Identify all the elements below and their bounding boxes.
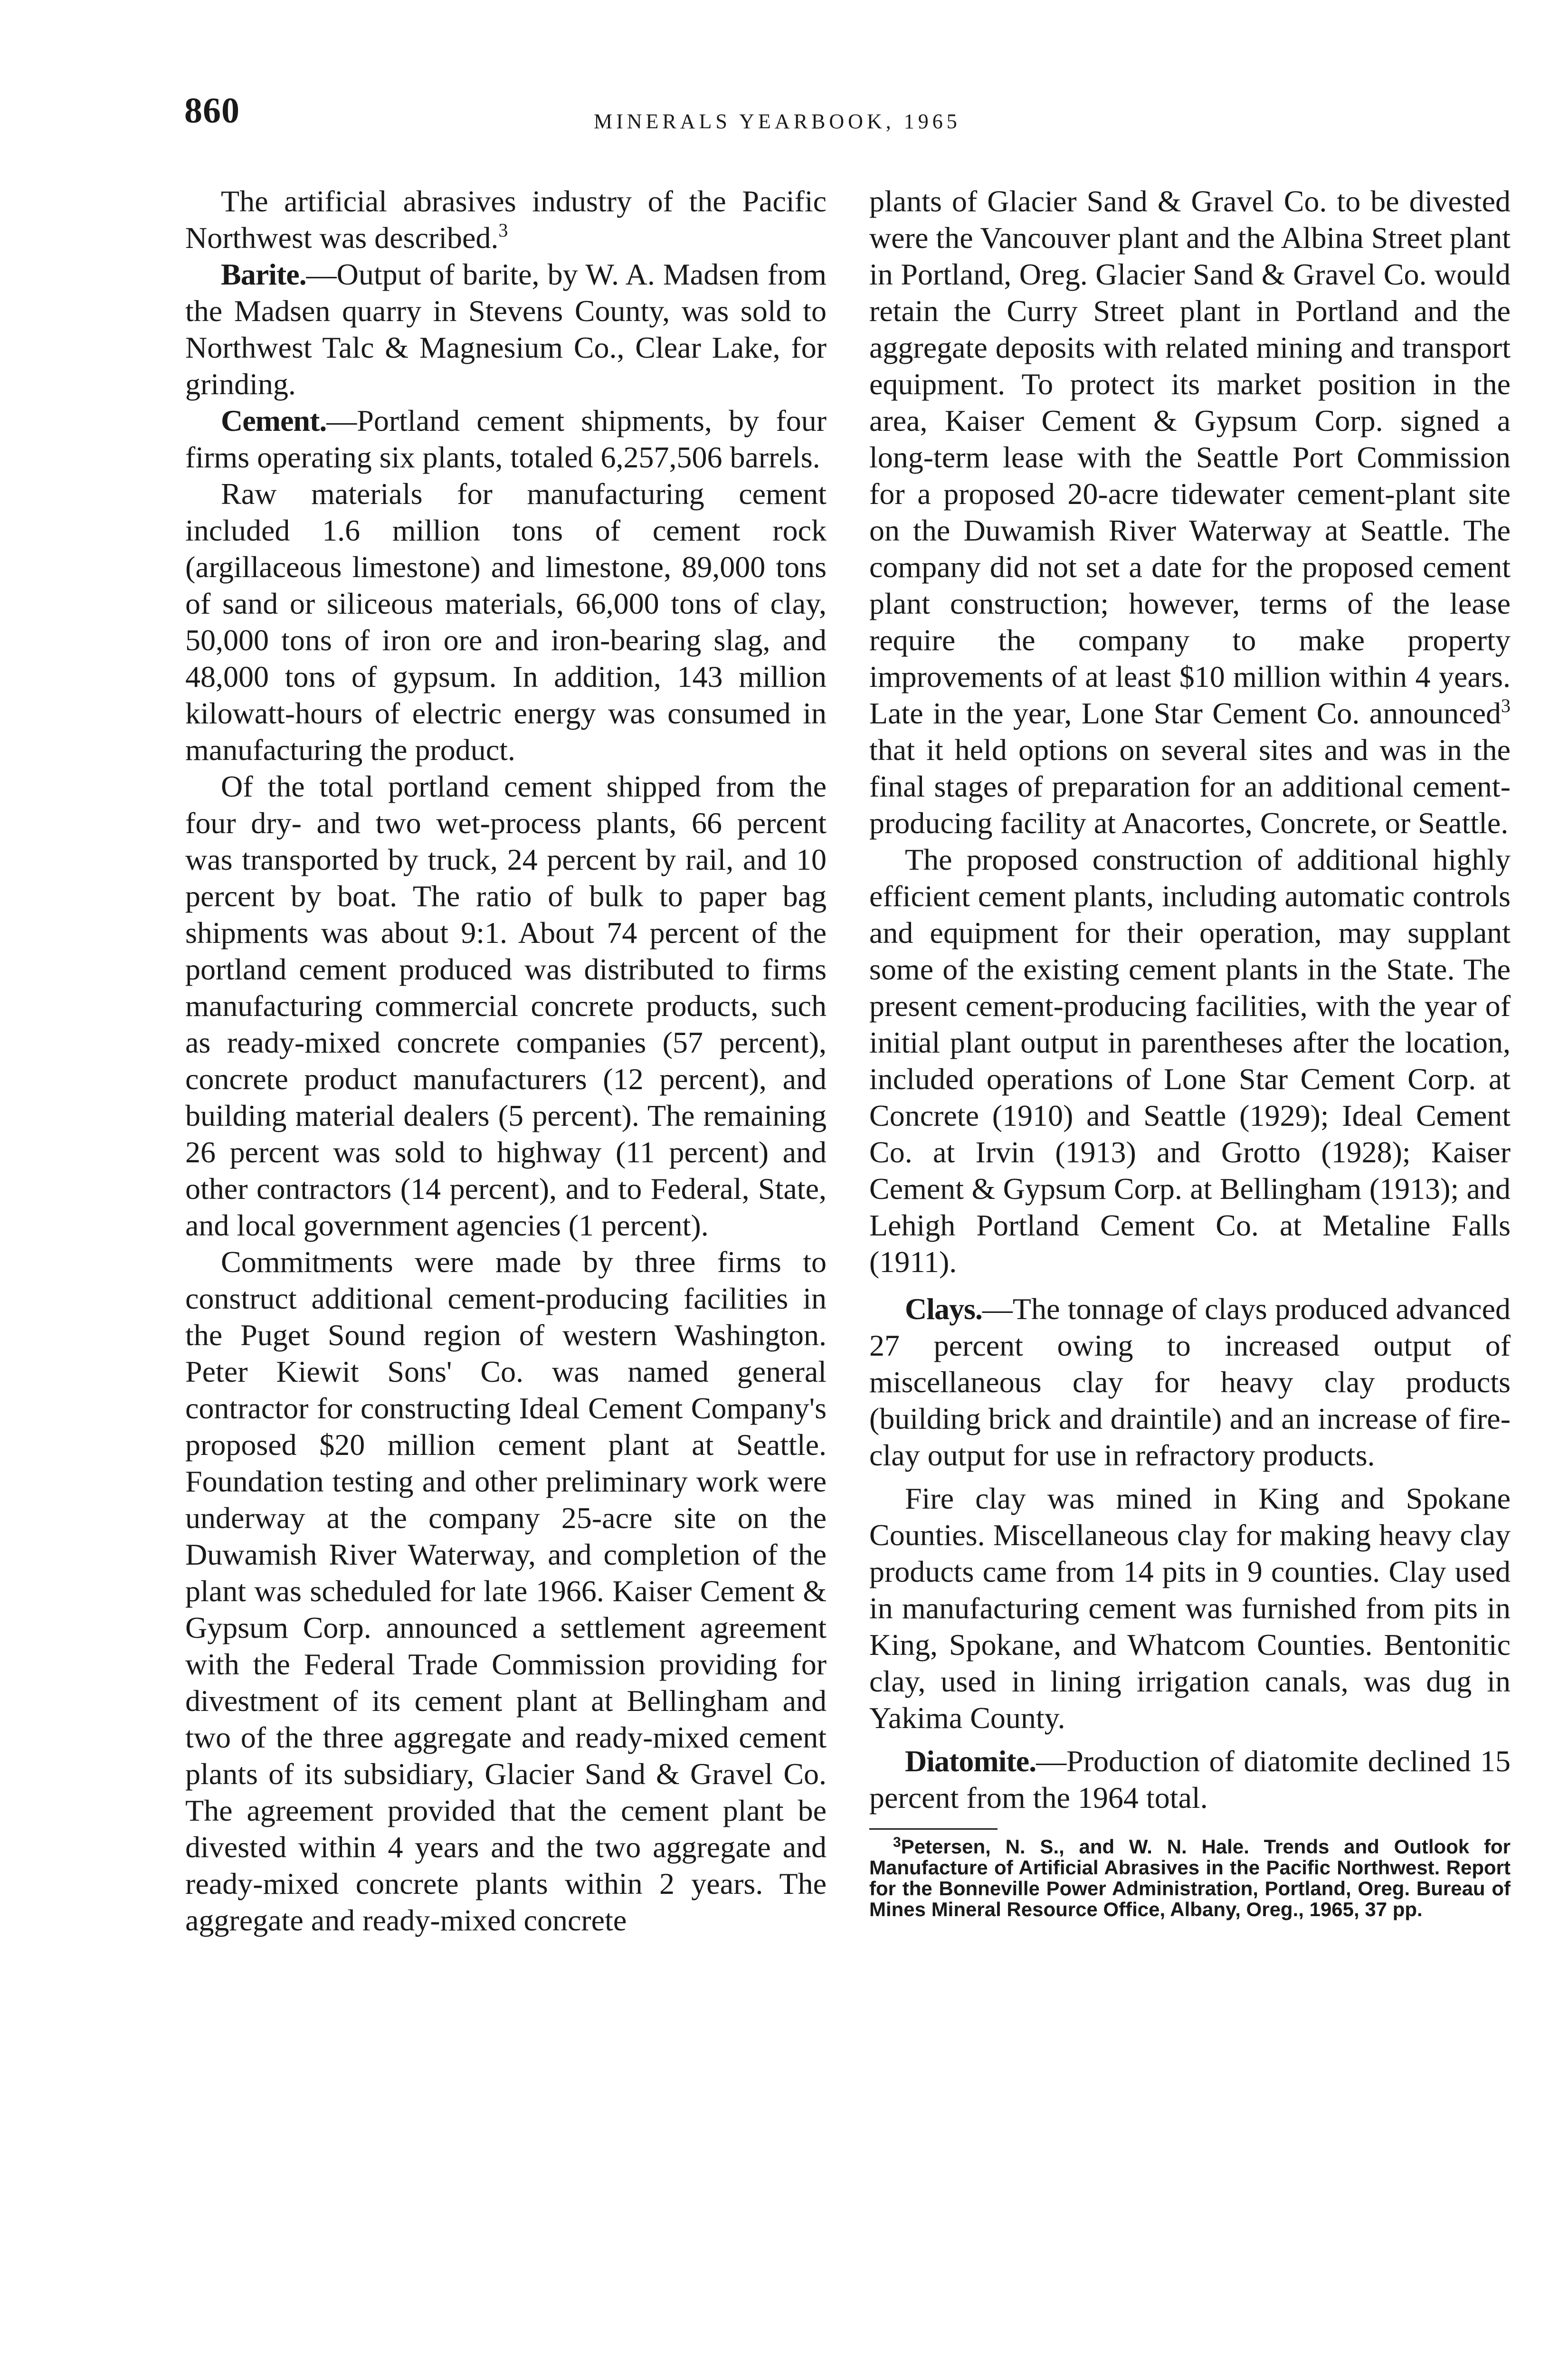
paragraph-text: —Portland cement shipments, by four firms operating six plants, totaled 6,257,506 barrels. [185,404,827,474]
paragraph-clays [869,1291,1511,1473]
paragraph-cement-plants: The proposed construction of additional highly efficient cement plants, including automatic controls and equipment for their operation, may supplant some of the existing cement plants in the State. The present cement-producing facilities, with the year of initial plant output in parentheses after the location, included operations of Lone Star Cement Corp. at Concrete (1910) and Seattle (1929); Ideal Cement Co. at Irvin (1913) and Grotto (1928); Kaiser Cement & Gypsum Corp. at Bellingham (1913); and Lehigh Portland Cement Co. at Metaline Falls (1911). [869,843,1511,1279]
paragraph-fire-clay: Fire clay was mined in King and Spokane Counties. Miscellaneous clay for making heavy clay products came from 14 pits in 9 counties. Clay used in manufacturing cement was furnished from pits in King, Spokane, and Whatcom Counties. Bentonitic clay, used in lining irrigation canals, was dug in Yakima County. [869,1482,1511,1735]
section-head-cement: Cement. [221,404,327,437]
paragraph-text: The artificial abrasives industry of the Pacific Northwest was described. [185,184,827,255]
section-head-clays: Clays. [905,1292,982,1326]
footnote-text: Petersen, N. S., and W. N. Hale. Trends and Outlook for Manufacture of Artificial Abrasives in the Pacific Northwest. Report for the Bonneville Power Administration, Portland, Oreg. Bureau of Mines Mineral Resource Office, Albany, Oreg., 1965, 37 pp. [869,1835,1511,1920]
footnote [869,1836,1511,1920]
footnote-divider [869,1828,998,1830]
right-column [869,183,1511,1920]
paragraph-diatomite [869,1743,1511,1816]
paragraph-raw-materials: Raw materials for manufacturing cement included 1.6 million tons of cement rock (argillaceous limestone) and limestone, 89,000 tons of sand or siliceous materials, 66,000 tons of clay, 50,000 tons of iron ore and iron-bearing slag, and 48,000 tons of gypsum. In addition, 143 million kilowatt-hours of electric energy was consumed in manufacturing the product. [185,477,827,767]
paragraph-abrasives [185,183,827,256]
footnote-ref: 3 [498,219,508,241]
paragraph-continued [869,183,1511,841]
running-head: MINERALS YEARBOOK, 1965 [594,110,961,133]
footnote-marker: 3 [893,1834,901,1850]
paragraph-text: —The tonnage of clays produced advanced 27 percent owing to increased output of miscellaneous clay for heavy clay products (building brick and draintile) and an increase of fire-clay output for use in refractory products. [869,1292,1511,1472]
paragraph-shipments: Of the total portland cement shipped from the four dry- and two wet-process plants, 66 percent was transported by truck, 24 percent by rail, and 10 percent by boat. The ratio of bulk to paper bag shipments was about 9:1. About 74 percent of the portland cement produced was distributed to firms manufacturing commercial concrete products, such as ready-mixed concrete companies (57 percent), concrete product manufacturers (12 percent), and building material dealers (5 percent). The remaining 26 percent was sold to highway (11 percent) and other contractors (14 percent), and to Federal, State, and local government agencies (1 percent). [185,770,827,1242]
page-number: 860 [184,91,240,131]
paragraph-text: plants of Glacier Sand & Gravel Co. to be divested were the Vancouver plant and the Albina Street plant in Portland, Oreg. Glacier Sand & Gravel Co. would retain the Curry Street plant in Portland and the aggregate deposits with related mining and transport equipment. To protect its market position in the area, Kaiser Cement & Gypsum Corp. signed a long-term lease with the Seattle Port Commission for a proposed 20-acre tidewater cement-plant site on the Duwamish River Waterway at Seattle. The company did not set a date for the proposed cement plant construction; however, terms of the lease require the company to make property improvements of at least $10 million within 4 years. Late in the year, Lone Star Cement Co. announced [869,184,1511,730]
paragraph-text: —Production of diatomite declined 15 percent from the 1964 total. [869,1744,1511,1814]
left-column [185,183,827,1938]
paragraph-barite [185,256,827,402]
paragraph-text: —Output of barite, by W. A. Madsen from the Madsen quarry in Stevens County, was sold to Northwest Talc & Magnesium Co., Clear Lake, for grinding. [185,257,827,401]
paragraph-commitments: Commitments were made by three firms to construct additional cement-producing facilities in the Puget Sound region of western Washington. Peter Kiewit Sons' Co. was named general contractor for constructing Ideal Cement Company's proposed $20 million cement plant at Seattle. Foundation testing and other preliminary work were underway at the company 25-acre site on the Duwamish River Waterway, and completion of the plant was scheduled for late 1966. Kaiser Cement & Gypsum Corp. announced a settlement agreement with the Federal Trade Commission providing for divestment of its cement plant at Bellingham and two of the three aggregate and ready-mixed cement plants of its subsidiary, Glacier Sand & Gravel Co. The agreement provided that the cement plant be divested within 4 years and the two aggregate and ready-mixed concrete plants within 2 years. The aggregate and ready-mixed concrete [185,1245,827,1937]
section-head-barite: Barite. [221,257,306,291]
footnote-ref: 3 [1501,695,1511,716]
paragraph-text-tail: that it held options on several sites and was in the final stages of preparation for an additional cement-producing facility at Anacortes, Concrete, or Seattle. [869,733,1511,840]
paragraph-cement [185,402,827,475]
section-head-diatomite: Diatomite. [905,1744,1036,1778]
